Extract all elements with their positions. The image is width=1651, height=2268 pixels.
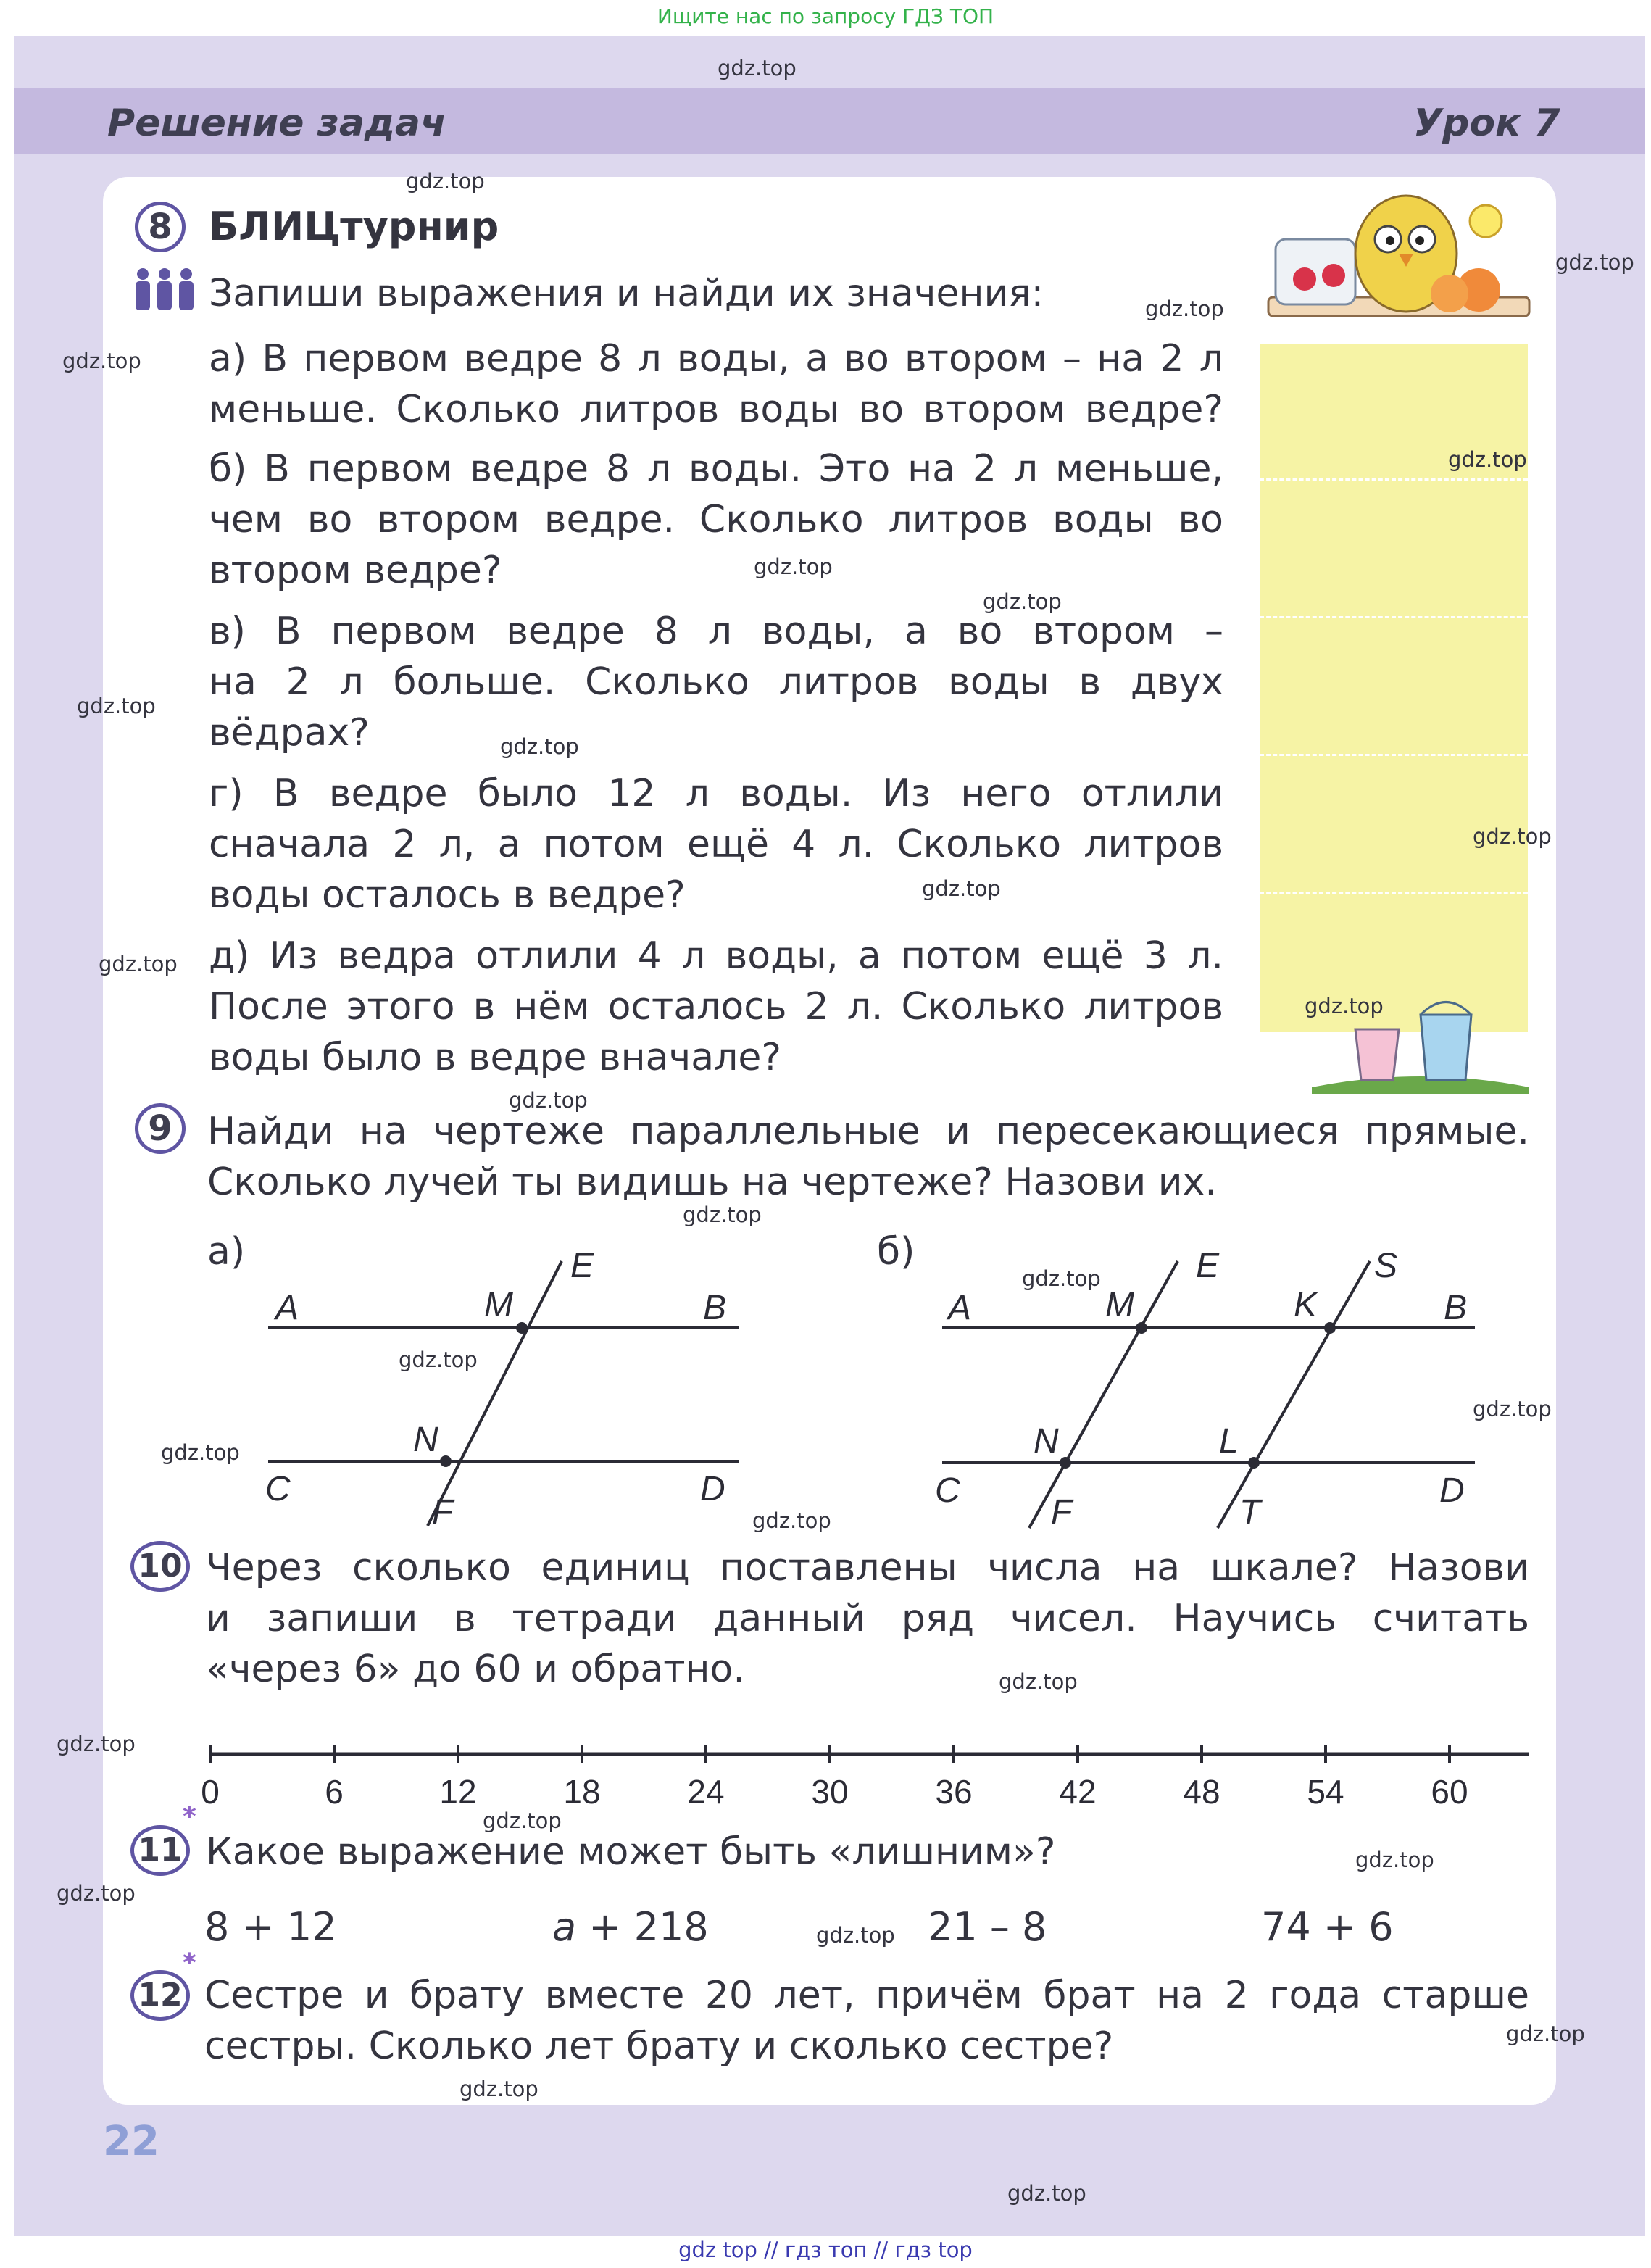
section-title: Решение задач <box>107 101 446 145</box>
expression-3: 21 – 8 <box>928 1904 1047 1950</box>
watermark: gdz.top <box>62 349 141 373</box>
scale-tick-label: 54 <box>1307 1773 1344 1811</box>
task-12-star: * <box>183 1948 196 1978</box>
watermark: gdz.top <box>683 1202 762 1227</box>
task-10-line-1: Через сколько единиц поставлены числа на шкале? Назови <box>206 1546 1529 1590</box>
task-8-title: БЛИЦтурнир <box>209 204 499 249</box>
drawing-b-label: б) <box>877 1230 915 1274</box>
task-12-text <box>204 1970 1529 2072</box>
watermark: gdz.top <box>77 694 156 718</box>
label-l-b: L <box>1219 1422 1239 1461</box>
label-a: A <box>275 1289 299 1327</box>
label-t-b: T <box>1239 1493 1261 1532</box>
watermark: gdz.top <box>1473 1397 1552 1421</box>
task-9-line-1: Найди на чертеже параллельные и пересекающиеся прямые. <box>207 1110 1529 1153</box>
task-12-line-2: сестры. Сколько лет брату и сколько сестре? <box>204 2024 1114 2068</box>
task-8-number: 8 <box>135 202 186 252</box>
scale-tick-label: 18 <box>563 1773 601 1811</box>
label-d: D <box>700 1470 725 1508</box>
task-11-star: * <box>183 1802 196 1832</box>
point-n-b <box>1060 1457 1071 1469</box>
task-8v <box>209 606 1223 758</box>
label-c: C <box>265 1470 291 1508</box>
task-9-number: 9 <box>135 1103 186 1154</box>
task-8g-line-1: г) В ведре было 12 л воды. Из него отлили <box>209 772 1223 815</box>
task-12-number: 12 <box>130 1970 190 2021</box>
watermark: gdz.top <box>57 1732 136 1756</box>
expression-2-variable: a <box>552 1904 577 1950</box>
point-m <box>516 1322 528 1334</box>
number-scale <box>188 1725 1536 1834</box>
watermark: gdz.top <box>459 2077 538 2101</box>
watermark: gdz.top <box>509 1088 588 1113</box>
watermark: gdz.top <box>1355 1848 1434 1872</box>
watermark: gdz.top <box>983 589 1062 614</box>
point-m-b <box>1136 1322 1147 1334</box>
label-d-b: D <box>1439 1471 1465 1510</box>
label-n: N <box>413 1421 438 1459</box>
watermark: gdz.top <box>1145 296 1224 321</box>
label-k-b: K <box>1294 1286 1318 1324</box>
watermark: gdz.top <box>1555 250 1634 275</box>
label-m-b: M <box>1105 1286 1134 1324</box>
watermark: gdz.top <box>816 1923 895 1948</box>
task-8v-line-3: вёдрах? <box>209 711 370 755</box>
watermark: gdz.top <box>1506 2022 1585 2046</box>
label-a-b: A <box>948 1289 972 1327</box>
task-8b-line-1: б) В первом ведре 8 л воды. Это на 2 л меньше, <box>209 447 1223 491</box>
watermark: gdz.top <box>406 169 485 194</box>
watermark: gdz.top <box>999 1669 1078 1694</box>
group-work-icon <box>132 267 197 312</box>
task-12-line-1: Сестре и брату вместе 20 лет, причём брат на 2 года старше <box>204 1974 1529 2017</box>
label-f: F <box>432 1493 454 1532</box>
lesson-title: Урок 7 <box>1413 101 1560 145</box>
page-number: 22 <box>103 2118 159 2165</box>
watermark: gdz.top <box>752 1508 831 1533</box>
task-10-line-2: и запиши в тетради данный ряд чисел. Научись считать <box>206 1597 1529 1640</box>
drawing-a-label: а) <box>207 1230 246 1274</box>
label-b: B <box>703 1289 727 1327</box>
scale-tick-label: 36 <box>935 1773 973 1811</box>
task-8b <box>209 444 1223 596</box>
watermark: gdz.top <box>399 1347 478 1372</box>
task-8v-line-2: на 2 л больше. Сколько литров воды в двух <box>209 660 1223 704</box>
task-8d <box>209 931 1223 1083</box>
task-8-instruction: Запиши выражения и найди их значения: <box>209 272 1044 315</box>
task-8a-line-2: меньше. Сколько литров воды во втором ведре? <box>209 388 1223 431</box>
watermark: gdz.top <box>1305 994 1384 1018</box>
drawing-b <box>928 1247 1507 1537</box>
scale-tick-label: 42 <box>1059 1773 1097 1811</box>
task-8a <box>209 333 1223 435</box>
scale-tick-label: 6 <box>325 1773 344 1811</box>
expression-2 <box>552 1902 709 1953</box>
label-e-b: E <box>1196 1247 1220 1285</box>
point-n <box>440 1455 452 1467</box>
watermark: gdz.top <box>1022 1266 1101 1291</box>
task-9-line-2: Сколько лучей ты видишь на чертеже? Назови их. <box>207 1160 1217 1204</box>
watermark: gdz.top <box>161 1440 240 1465</box>
watermark: gdz.top <box>483 1808 562 1833</box>
task-8g <box>209 768 1223 921</box>
point-k-b <box>1324 1322 1336 1334</box>
watermark: gdz.top <box>1473 824 1552 849</box>
expression-1: 8 + 12 <box>204 1904 337 1950</box>
task-8b-line-2: чем во втором ведре. Сколько литров воды во <box>209 498 1223 541</box>
task-9-text <box>207 1106 1529 1208</box>
task-10-line-3: «через 6» до 60 и обратно. <box>206 1648 745 1691</box>
watermark: gdz.top <box>99 952 178 976</box>
label-b-b: B <box>1444 1289 1468 1327</box>
watermark: gdz.top <box>500 734 579 759</box>
watermark: gdz.top <box>1007 2181 1086 2206</box>
point-l-b <box>1248 1457 1260 1469</box>
label-f-b: F <box>1051 1493 1073 1532</box>
task-8b-line-3: втором ведре? <box>209 549 502 592</box>
task-8g-line-3: воды осталось в ведре? <box>209 873 686 917</box>
scale-tick-label: 0 <box>201 1773 220 1811</box>
task-8d-line-1: д) Из ведра отлили 4 л воды, а потом ещё 3 л. <box>209 934 1223 978</box>
label-e: E <box>570 1247 594 1285</box>
label-m: M <box>484 1286 513 1324</box>
scale-tick-label: 24 <box>687 1773 725 1811</box>
label-n-b: N <box>1034 1422 1059 1461</box>
expression-2-rest: + 218 <box>576 1904 709 1950</box>
scale-tick-label: 12 <box>439 1773 477 1811</box>
task-10-number: 10 <box>130 1541 190 1592</box>
task-10-text <box>206 1542 1529 1695</box>
task-8a-line-1: а) В первом ведре 8 л воды, а во втором – на 2 л <box>209 337 1223 381</box>
label-s-b: S <box>1374 1247 1398 1285</box>
owl-with-fruit-illustration <box>1261 181 1536 348</box>
watermark: gdz.top <box>922 876 1001 901</box>
line-ef-b <box>1029 1261 1178 1528</box>
expression-4: 74 + 6 <box>1261 1904 1394 1950</box>
drawing-a <box>254 1247 761 1537</box>
scale-tick-label: 60 <box>1431 1773 1468 1811</box>
watermark: gdz.top <box>1448 447 1527 472</box>
task-11-text: Какое выражение может быть «лишним»? <box>206 1830 1056 1874</box>
task-8d-line-2: После этого в нём осталось 2 л. Сколько литров <box>209 985 1223 1029</box>
label-c-b: C <box>935 1471 960 1510</box>
task-8d-line-3: воды было в ведре вначале? <box>209 1036 781 1079</box>
top-banner[interactable]: Ищите нас по запросу ГДЗ ТОП <box>0 0 1651 36</box>
watermark: gdz.top <box>57 1881 136 1906</box>
scale-tick-label: 30 <box>811 1773 849 1811</box>
watermark: gdz.top <box>754 554 833 579</box>
footer-links[interactable]: gdz top // гдз топ // гдз top <box>678 2238 973 2262</box>
task-11-number: 11 <box>130 1825 190 1876</box>
task-8v-line-1: в) В первом ведре 8 л воды, а во втором – <box>209 610 1223 653</box>
scale-tick-label: 48 <box>1183 1773 1220 1811</box>
task-8g-line-2: сначала 2 л, а потом ещё 4 л. Сколько литров <box>209 823 1223 866</box>
watermark: gdz.top <box>718 56 797 80</box>
